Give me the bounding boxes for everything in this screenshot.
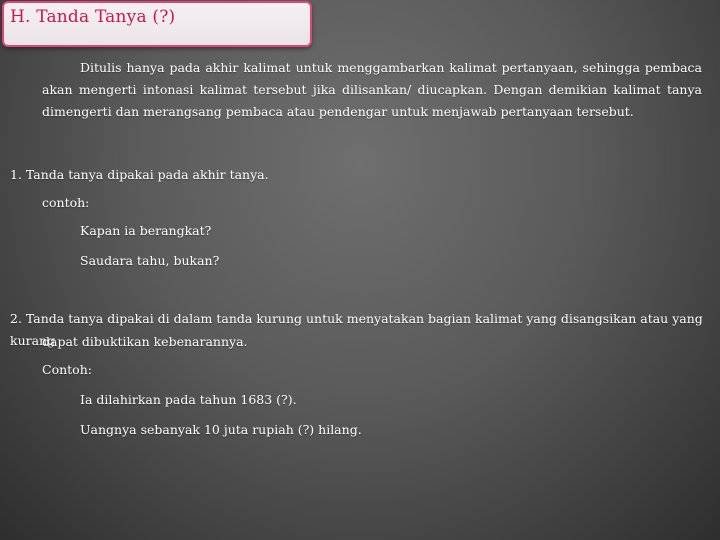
rule-1-example-2: Saudara tahu, bukan? (80, 253, 220, 268)
rule-1-text: 1. Tanda tanya dipakai pada akhir tanya. (10, 167, 269, 182)
slide-title: H. Tanda Tanya (?) (10, 7, 176, 27)
rule-2-example-1: Ia dilahirkan pada tahun 1683 (?). (80, 392, 297, 407)
title-box (2, 1, 312, 47)
rule-1-example-1: Kapan ia berangkat? (80, 223, 212, 238)
rule-2-text-line2: dapat dibuktikan kebenarannya. (42, 334, 248, 349)
intro-paragraph: Ditulis hanya pada akhir kalimat untuk menggambarkan kalimat pertanyaan, sehingga pembaca akan mengerti intonasi kalimat tersebut jika dilisankan/ diucapkan. Dengan demikian kalimat tanya dimengerti dan merangsang pembaca atau pendengar untuk menjawab pertanyaan tersebut. (42, 60, 702, 119)
rule-1-example-label: contoh: (42, 195, 90, 210)
rule-2-example-2: Uangnya sebanyak 10 juta rupiah (?) hilang. (80, 422, 362, 437)
rule-2-text-line1: 2. Tanda tanya dipakai di dalam tanda kurung untuk menyatakan bagian kalimat yang disangsikan atau yang kurang (10, 311, 703, 348)
rule-2-example-label: Contoh: (42, 362, 92, 377)
